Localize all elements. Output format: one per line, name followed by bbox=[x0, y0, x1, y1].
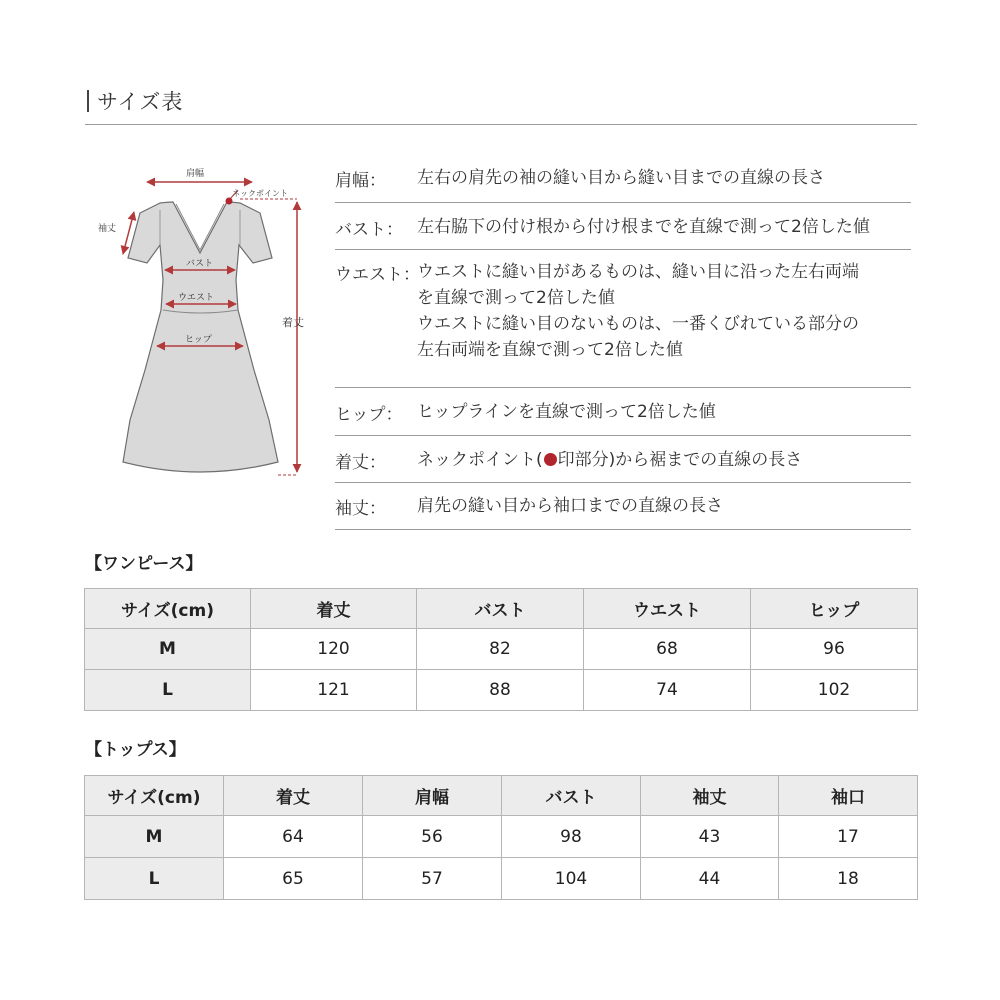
table-cell: 43 bbox=[641, 816, 779, 858]
table-cell: 64 bbox=[224, 816, 363, 858]
table-cell: 102 bbox=[751, 670, 918, 711]
definition-text: ヒップラインを直線で測って2倍した値 bbox=[417, 402, 716, 422]
definition-text: を直線で測って2倍した値 bbox=[417, 288, 615, 308]
table-cell: 96 bbox=[751, 629, 918, 670]
table-row bbox=[85, 858, 918, 900]
definition-sleeve bbox=[335, 483, 911, 530]
table-cell: 74 bbox=[584, 670, 751, 711]
table-header-cell: 着丈 bbox=[224, 776, 363, 816]
page-title: サイズ表 bbox=[97, 90, 184, 114]
table-cell: 57 bbox=[363, 858, 502, 900]
definition-text: 左右脇下の付け根から付け根までを直線で測って2倍した値 bbox=[417, 217, 870, 237]
definition-term: 袖丈： bbox=[335, 499, 386, 519]
table-header-cell: 肩幅 bbox=[363, 776, 502, 816]
definition-length bbox=[335, 436, 911, 483]
definition-hip bbox=[335, 388, 911, 436]
definition-shoulder bbox=[335, 155, 911, 203]
label-length: 着丈 bbox=[282, 316, 304, 329]
table-row bbox=[85, 629, 918, 670]
table-cell: 65 bbox=[224, 858, 363, 900]
table-cell: 88 bbox=[417, 670, 584, 711]
onepiece-section-title: 【ワンピース】 bbox=[85, 554, 203, 574]
table-row bbox=[85, 670, 918, 711]
table-row bbox=[85, 816, 918, 858]
neck-point-dot-icon bbox=[544, 453, 557, 466]
definition-bust bbox=[335, 203, 911, 250]
definition-term: ヒップ： bbox=[335, 405, 403, 425]
table-header-cell: バスト bbox=[502, 776, 641, 816]
definition-text bbox=[417, 447, 802, 473]
table-cell: 68 bbox=[584, 629, 751, 670]
table-row-head: L bbox=[85, 858, 224, 900]
table-cell: 98 bbox=[502, 816, 641, 858]
table-cell: 120 bbox=[251, 629, 417, 670]
table-cell: 56 bbox=[363, 816, 502, 858]
dress-diagram bbox=[90, 150, 320, 490]
table-row-head: L bbox=[85, 670, 251, 711]
title-bar-accent bbox=[87, 90, 89, 112]
definition-text: 左右両端を直線で測って2倍した値 bbox=[417, 340, 683, 360]
onepiece-size-table bbox=[84, 588, 918, 711]
table-row-head: M bbox=[85, 816, 224, 858]
table-header-cell: 着丈 bbox=[251, 589, 417, 629]
table-header-cell: ヒップ bbox=[751, 589, 918, 629]
table-cell: 17 bbox=[779, 816, 918, 858]
definition-term: ウエスト： bbox=[335, 265, 420, 285]
label-sleeve: 袖丈 bbox=[98, 224, 117, 234]
definition-term: 肩幅： bbox=[335, 171, 386, 191]
table-header-cell: ウエスト bbox=[584, 589, 751, 629]
table-cell: 18 bbox=[779, 858, 918, 900]
definition-waist bbox=[335, 250, 911, 388]
table-header-cell: サイズ(cm) bbox=[85, 776, 224, 816]
definition-text: ウエストに縫い目があるものは、縫い目に沿った左右両端 bbox=[417, 262, 859, 282]
label-shoulder: 肩幅 bbox=[186, 169, 205, 179]
table-header-row bbox=[85, 776, 918, 816]
label-neck-point: ネックポイント bbox=[232, 189, 288, 198]
table-cell: 44 bbox=[641, 858, 779, 900]
definition-text-part: ネックポイント( bbox=[417, 450, 543, 470]
table-cell: 121 bbox=[251, 670, 417, 711]
table-cell: 82 bbox=[417, 629, 584, 670]
table-header-cell: バスト bbox=[417, 589, 584, 629]
label-bust: バスト bbox=[186, 259, 214, 269]
label-hip: ヒップ bbox=[185, 335, 212, 345]
definition-text: 肩先の縫い目から袖口までの直線の長さ bbox=[417, 496, 723, 516]
table-row-head: M bbox=[85, 629, 251, 670]
definition-text-part: 印部分)から裾までの直線の長さ bbox=[557, 450, 803, 470]
tops-size-table bbox=[84, 775, 918, 900]
tops-section-title: 【トップス】 bbox=[85, 740, 186, 760]
definition-text: 左右の肩先の袖の縫い目から縫い目までの直線の長さ bbox=[417, 168, 825, 188]
page-header bbox=[85, 86, 917, 125]
table-cell: 104 bbox=[502, 858, 641, 900]
measurement-definitions bbox=[335, 155, 911, 530]
table-header-row bbox=[85, 589, 918, 629]
label-waist: ウエスト bbox=[178, 293, 215, 303]
table-header-cell: 袖口 bbox=[779, 776, 918, 816]
definition-term: 着丈： bbox=[335, 453, 386, 473]
table-header-cell: 袖丈 bbox=[641, 776, 779, 816]
definition-term: バスト： bbox=[335, 220, 403, 240]
table-header-cell: サイズ(cm) bbox=[85, 589, 251, 629]
definition-text: ウエストに縫い目のないものは、一番くびれている部分の bbox=[417, 314, 859, 334]
